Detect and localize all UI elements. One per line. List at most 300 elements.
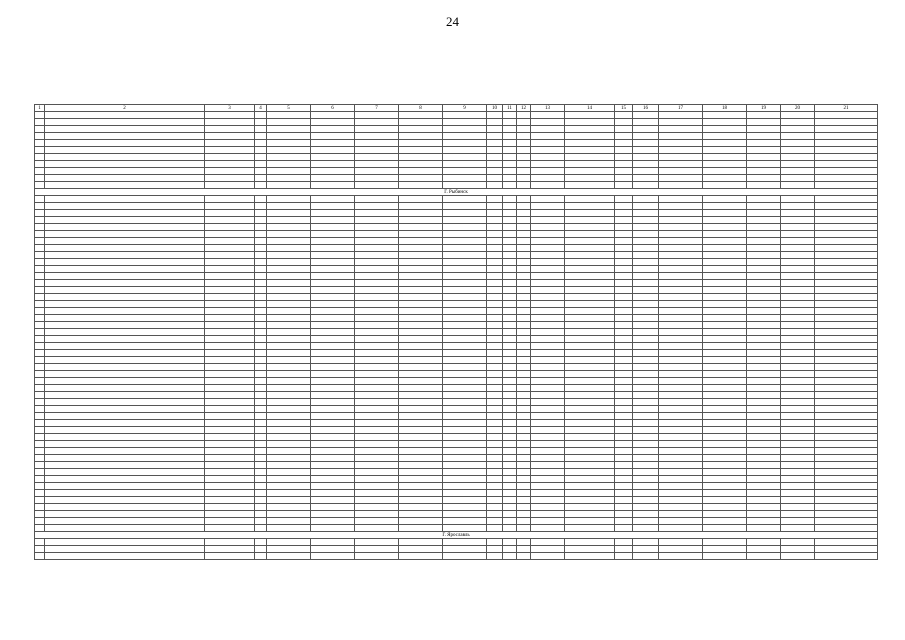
table-cell bbox=[399, 133, 443, 140]
table-cell bbox=[565, 273, 615, 280]
table-cell bbox=[747, 294, 781, 301]
table-cell bbox=[503, 294, 517, 301]
table-cell bbox=[815, 497, 878, 504]
table-cell bbox=[311, 238, 355, 245]
table-cell bbox=[399, 497, 443, 504]
table-cell bbox=[781, 371, 815, 378]
table-cell bbox=[35, 476, 45, 483]
table-cell bbox=[633, 210, 659, 217]
table-cell bbox=[565, 231, 615, 238]
table-cell bbox=[503, 448, 517, 455]
table-cell bbox=[255, 329, 267, 336]
column-header: 15 bbox=[615, 105, 633, 112]
table-cell bbox=[503, 175, 517, 182]
table-row bbox=[35, 357, 878, 364]
table-cell bbox=[355, 434, 399, 441]
table-cell bbox=[615, 427, 633, 434]
table-cell bbox=[781, 126, 815, 133]
table-cell bbox=[781, 406, 815, 413]
table-cell bbox=[205, 112, 255, 119]
table-cell bbox=[815, 364, 878, 371]
table-cell bbox=[531, 140, 565, 147]
table-cell bbox=[633, 147, 659, 154]
table-cell bbox=[355, 252, 399, 259]
table-cell bbox=[517, 420, 531, 427]
table-cell bbox=[659, 308, 703, 315]
table-cell bbox=[255, 399, 267, 406]
table-cell bbox=[815, 112, 878, 119]
table-row bbox=[35, 378, 878, 385]
table-cell bbox=[659, 525, 703, 532]
table-cell bbox=[255, 434, 267, 441]
table-cell bbox=[267, 420, 311, 427]
table-cell bbox=[487, 420, 503, 427]
table-cell bbox=[781, 238, 815, 245]
table-cell bbox=[517, 231, 531, 238]
table-cell bbox=[659, 287, 703, 294]
table-cell bbox=[815, 448, 878, 455]
table-cell bbox=[399, 490, 443, 497]
table-cell bbox=[747, 448, 781, 455]
table-cell bbox=[45, 119, 205, 126]
table-cell bbox=[255, 273, 267, 280]
table-cell bbox=[633, 168, 659, 175]
table-cell bbox=[255, 518, 267, 525]
table-cell bbox=[633, 224, 659, 231]
table-cell bbox=[35, 210, 45, 217]
table-cell bbox=[633, 287, 659, 294]
table-cell bbox=[205, 434, 255, 441]
table-cell bbox=[747, 287, 781, 294]
table-cell bbox=[503, 266, 517, 273]
table-cell bbox=[255, 378, 267, 385]
table-cell bbox=[517, 322, 531, 329]
table-cell bbox=[35, 350, 45, 357]
table-cell bbox=[517, 518, 531, 525]
table-cell bbox=[659, 406, 703, 413]
table-cell bbox=[703, 301, 747, 308]
table-cell bbox=[747, 434, 781, 441]
table-cell bbox=[45, 322, 205, 329]
table-cell bbox=[267, 196, 311, 203]
table-cell bbox=[503, 203, 517, 210]
table-cell bbox=[45, 434, 205, 441]
table-cell bbox=[311, 434, 355, 441]
table-cell bbox=[703, 245, 747, 252]
table-cell bbox=[45, 469, 205, 476]
table-cell bbox=[565, 224, 615, 231]
table-cell bbox=[443, 371, 487, 378]
table-cell bbox=[399, 392, 443, 399]
table-cell bbox=[517, 455, 531, 462]
table-cell bbox=[267, 455, 311, 462]
table-cell bbox=[45, 371, 205, 378]
table-cell bbox=[703, 287, 747, 294]
table-cell bbox=[517, 371, 531, 378]
table-cell bbox=[815, 385, 878, 392]
table-cell bbox=[531, 329, 565, 336]
table-cell bbox=[267, 175, 311, 182]
table-cell bbox=[615, 224, 633, 231]
table-cell bbox=[531, 280, 565, 287]
table-cell bbox=[633, 392, 659, 399]
table-header-row bbox=[35, 105, 878, 112]
table-cell bbox=[703, 308, 747, 315]
table-row bbox=[35, 112, 878, 119]
table-cell bbox=[45, 448, 205, 455]
table-cell bbox=[255, 154, 267, 161]
table-cell bbox=[703, 238, 747, 245]
table-cell bbox=[659, 245, 703, 252]
table-cell bbox=[815, 420, 878, 427]
table-cell bbox=[443, 518, 487, 525]
table-cell bbox=[517, 133, 531, 140]
table-cell bbox=[267, 126, 311, 133]
table-cell bbox=[35, 357, 45, 364]
table-cell bbox=[747, 455, 781, 462]
table-cell bbox=[355, 462, 399, 469]
table-cell bbox=[531, 413, 565, 420]
table-cell bbox=[517, 476, 531, 483]
table-cell bbox=[659, 392, 703, 399]
table-cell bbox=[517, 441, 531, 448]
table-cell bbox=[355, 329, 399, 336]
table-cell bbox=[531, 490, 565, 497]
table-cell bbox=[205, 126, 255, 133]
table-cell bbox=[311, 196, 355, 203]
table-cell bbox=[531, 406, 565, 413]
table-cell bbox=[517, 175, 531, 182]
table-cell bbox=[531, 336, 565, 343]
table-cell bbox=[267, 490, 311, 497]
table-cell bbox=[487, 224, 503, 231]
table-cell bbox=[747, 427, 781, 434]
table-cell bbox=[503, 301, 517, 308]
table-cell bbox=[531, 196, 565, 203]
table-cell bbox=[35, 273, 45, 280]
table-cell bbox=[781, 350, 815, 357]
table-cell bbox=[781, 112, 815, 119]
table-cell bbox=[399, 252, 443, 259]
table-cell bbox=[531, 525, 565, 532]
table-cell bbox=[615, 434, 633, 441]
table-cell bbox=[781, 252, 815, 259]
table-cell bbox=[355, 504, 399, 511]
table-cell bbox=[659, 546, 703, 553]
table-cell bbox=[205, 231, 255, 238]
table-cell bbox=[565, 161, 615, 168]
table-cell bbox=[703, 259, 747, 266]
table-cell bbox=[531, 147, 565, 154]
table-cell bbox=[781, 196, 815, 203]
table-cell bbox=[205, 294, 255, 301]
table-row bbox=[35, 441, 878, 448]
table-cell bbox=[35, 490, 45, 497]
table-cell bbox=[633, 420, 659, 427]
table-cell bbox=[311, 168, 355, 175]
table-cell bbox=[747, 168, 781, 175]
column-header: 17 bbox=[659, 105, 703, 112]
table-cell bbox=[615, 217, 633, 224]
column-header: 5 bbox=[267, 105, 311, 112]
table-cell bbox=[487, 112, 503, 119]
table-cell bbox=[633, 294, 659, 301]
table-cell bbox=[815, 168, 878, 175]
table-cell bbox=[815, 147, 878, 154]
table-cell bbox=[633, 553, 659, 560]
table-cell bbox=[503, 322, 517, 329]
table-cell bbox=[487, 336, 503, 343]
table-cell bbox=[35, 133, 45, 140]
table-cell bbox=[531, 441, 565, 448]
table-cell bbox=[355, 154, 399, 161]
table-cell bbox=[255, 266, 267, 273]
table-row bbox=[35, 518, 878, 525]
table-cell bbox=[399, 378, 443, 385]
table-cell bbox=[399, 154, 443, 161]
table-cell bbox=[443, 196, 487, 203]
table-cell bbox=[443, 511, 487, 518]
table-cell bbox=[747, 147, 781, 154]
table-cell bbox=[659, 147, 703, 154]
table-cell bbox=[531, 259, 565, 266]
table-cell bbox=[531, 315, 565, 322]
table-row bbox=[35, 175, 878, 182]
table-cell bbox=[747, 280, 781, 287]
table-cell bbox=[815, 343, 878, 350]
table-cell bbox=[703, 476, 747, 483]
table-cell bbox=[255, 196, 267, 203]
table-cell bbox=[659, 476, 703, 483]
table-cell bbox=[747, 182, 781, 189]
table-cell bbox=[205, 133, 255, 140]
table-cell bbox=[517, 413, 531, 420]
table-cell bbox=[517, 315, 531, 322]
table-cell bbox=[781, 476, 815, 483]
table-cell bbox=[781, 553, 815, 560]
table-cell bbox=[781, 175, 815, 182]
table-row bbox=[35, 392, 878, 399]
table-cell bbox=[747, 154, 781, 161]
table-cell bbox=[659, 133, 703, 140]
table-cell bbox=[747, 525, 781, 532]
table-cell bbox=[615, 287, 633, 294]
table-cell bbox=[565, 413, 615, 420]
table-cell bbox=[747, 231, 781, 238]
table-cell bbox=[659, 175, 703, 182]
table-cell bbox=[781, 427, 815, 434]
table-cell bbox=[355, 126, 399, 133]
table-cell bbox=[355, 406, 399, 413]
table-cell bbox=[255, 280, 267, 287]
table-cell bbox=[205, 196, 255, 203]
table-cell bbox=[311, 287, 355, 294]
table-cell bbox=[503, 336, 517, 343]
table-cell bbox=[633, 364, 659, 371]
table-cell bbox=[633, 308, 659, 315]
table-cell bbox=[503, 546, 517, 553]
table-cell bbox=[311, 546, 355, 553]
table-cell bbox=[517, 490, 531, 497]
table-cell bbox=[517, 546, 531, 553]
table-cell bbox=[443, 182, 487, 189]
table-cell bbox=[487, 455, 503, 462]
table-cell bbox=[565, 469, 615, 476]
table-cell bbox=[35, 203, 45, 210]
table-cell bbox=[35, 259, 45, 266]
table-cell bbox=[659, 294, 703, 301]
table-cell bbox=[503, 231, 517, 238]
table-cell bbox=[487, 357, 503, 364]
table-cell bbox=[703, 497, 747, 504]
table-cell bbox=[633, 329, 659, 336]
table-cell bbox=[633, 546, 659, 553]
table-cell bbox=[531, 539, 565, 546]
table-cell bbox=[633, 525, 659, 532]
table-cell bbox=[503, 182, 517, 189]
table-cell bbox=[355, 168, 399, 175]
table-cell bbox=[267, 119, 311, 126]
table-cell bbox=[35, 287, 45, 294]
table-cell bbox=[659, 301, 703, 308]
table-row bbox=[35, 231, 878, 238]
table-cell bbox=[267, 406, 311, 413]
table-cell bbox=[503, 140, 517, 147]
table-cell bbox=[443, 357, 487, 364]
table-cell bbox=[255, 371, 267, 378]
table-cell bbox=[255, 483, 267, 490]
table-cell bbox=[399, 357, 443, 364]
table-cell bbox=[35, 434, 45, 441]
column-header: 20 bbox=[781, 105, 815, 112]
table-cell bbox=[565, 455, 615, 462]
table-cell bbox=[815, 259, 878, 266]
table-cell bbox=[45, 231, 205, 238]
table-cell bbox=[747, 329, 781, 336]
table-cell bbox=[355, 350, 399, 357]
table-cell bbox=[399, 336, 443, 343]
table-cell bbox=[565, 245, 615, 252]
table-cell bbox=[503, 357, 517, 364]
table-cell bbox=[255, 553, 267, 560]
table-cell bbox=[503, 413, 517, 420]
table-cell bbox=[355, 413, 399, 420]
table-cell bbox=[205, 119, 255, 126]
table-cell bbox=[815, 238, 878, 245]
table-cell bbox=[517, 343, 531, 350]
table-cell bbox=[443, 497, 487, 504]
table-row bbox=[35, 525, 878, 532]
table-cell bbox=[267, 112, 311, 119]
table-cell bbox=[503, 112, 517, 119]
table-cell bbox=[517, 553, 531, 560]
table-cell bbox=[399, 238, 443, 245]
table-cell bbox=[531, 343, 565, 350]
table-cell bbox=[35, 518, 45, 525]
table-cell bbox=[311, 231, 355, 238]
table-cell bbox=[443, 322, 487, 329]
table-cell bbox=[633, 280, 659, 287]
table-cell bbox=[487, 364, 503, 371]
table-cell bbox=[355, 371, 399, 378]
table-cell bbox=[35, 161, 45, 168]
table-cell bbox=[267, 203, 311, 210]
table-cell bbox=[267, 371, 311, 378]
table-cell bbox=[267, 427, 311, 434]
table-cell bbox=[531, 308, 565, 315]
table-cell bbox=[703, 161, 747, 168]
table-cell bbox=[659, 280, 703, 287]
table-cell bbox=[781, 434, 815, 441]
table-cell bbox=[747, 392, 781, 399]
table-cell bbox=[355, 245, 399, 252]
table-cell bbox=[443, 294, 487, 301]
table-cell bbox=[633, 238, 659, 245]
table-cell bbox=[45, 238, 205, 245]
table-cell bbox=[205, 371, 255, 378]
table-cell bbox=[781, 462, 815, 469]
table-cell bbox=[487, 476, 503, 483]
table-cell bbox=[703, 203, 747, 210]
table-cell bbox=[815, 294, 878, 301]
table-cell bbox=[747, 140, 781, 147]
table-cell bbox=[633, 490, 659, 497]
table-cell bbox=[615, 357, 633, 364]
table-cell bbox=[443, 385, 487, 392]
table-cell bbox=[311, 511, 355, 518]
table-cell bbox=[35, 119, 45, 126]
table-cell bbox=[443, 112, 487, 119]
table-cell bbox=[503, 315, 517, 322]
table-cell bbox=[517, 364, 531, 371]
table-cell bbox=[781, 308, 815, 315]
table-cell bbox=[205, 546, 255, 553]
table-cell bbox=[659, 112, 703, 119]
column-header: 11 bbox=[503, 105, 517, 112]
table-cell bbox=[503, 553, 517, 560]
table-cell bbox=[815, 455, 878, 462]
table-cell bbox=[517, 406, 531, 413]
table-cell bbox=[747, 385, 781, 392]
table-cell bbox=[633, 322, 659, 329]
table-row bbox=[35, 147, 878, 154]
table-cell bbox=[747, 210, 781, 217]
table-cell bbox=[311, 133, 355, 140]
table-cell bbox=[747, 504, 781, 511]
table-cell bbox=[487, 315, 503, 322]
table-cell bbox=[633, 476, 659, 483]
table-cell bbox=[633, 133, 659, 140]
table-cell bbox=[565, 504, 615, 511]
table-cell bbox=[311, 483, 355, 490]
table-cell bbox=[399, 427, 443, 434]
table-cell bbox=[443, 252, 487, 259]
table-cell bbox=[443, 469, 487, 476]
table-cell bbox=[45, 126, 205, 133]
table-cell bbox=[255, 126, 267, 133]
table-cell bbox=[399, 224, 443, 231]
table-cell bbox=[517, 217, 531, 224]
table-cell bbox=[565, 252, 615, 259]
table-cell bbox=[45, 112, 205, 119]
table-cell bbox=[205, 518, 255, 525]
table-cell bbox=[399, 455, 443, 462]
table-cell bbox=[615, 483, 633, 490]
table-cell bbox=[633, 175, 659, 182]
table-cell bbox=[703, 399, 747, 406]
table-row bbox=[35, 287, 878, 294]
table-cell bbox=[781, 336, 815, 343]
